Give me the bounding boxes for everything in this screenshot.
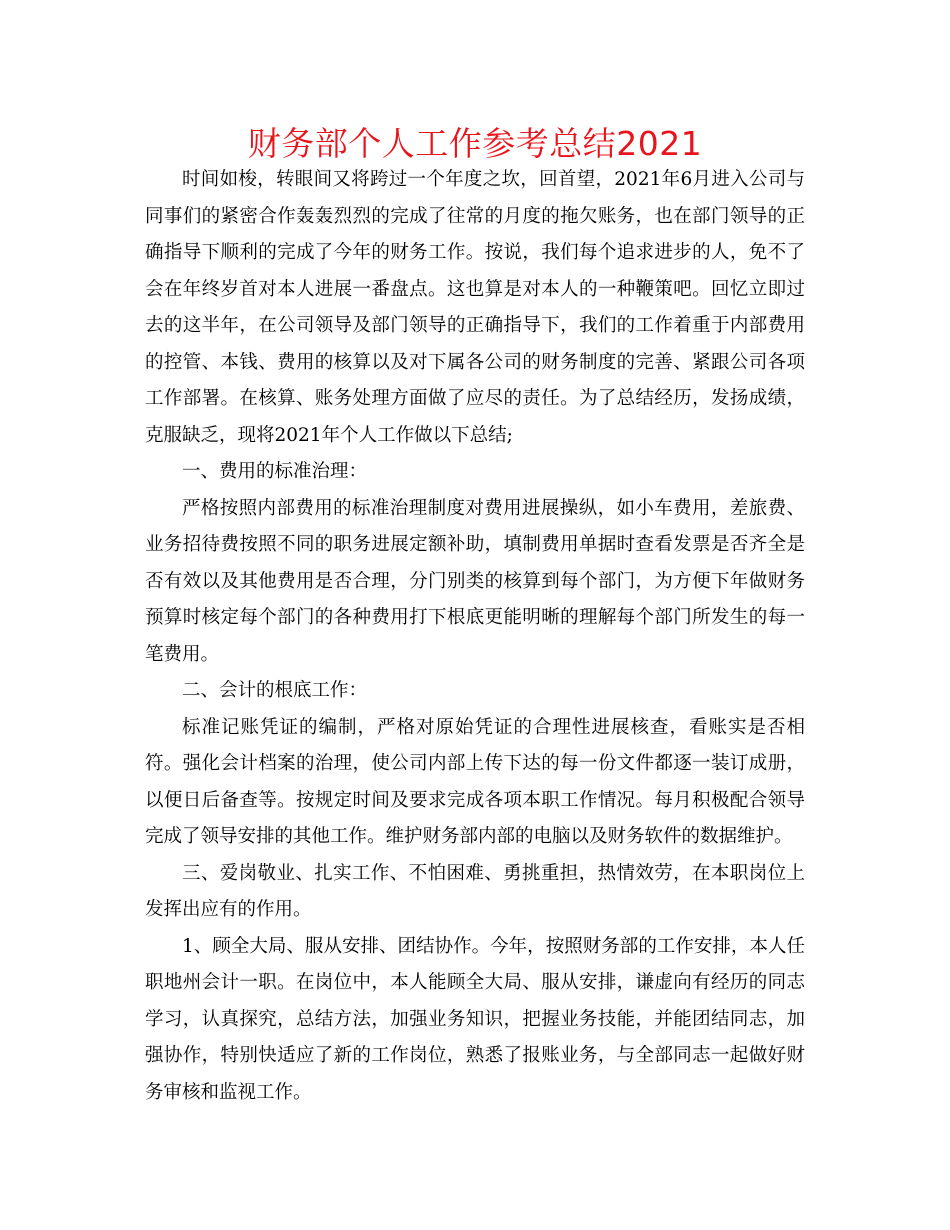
paragraph-accounting-basics: 标准记账凭证的编制，严格对原始凭证的合理性进展核查，看账实是否相符。强化会计档案的治理，使公司内部上传下达的每一份文件都逐一装订成册，以便日后备查等。按规定时间及要求完成各项本职工作情况。每月积极配合领导完成了领导安排的其他工作。维护财务部内部的电脑以及财务软件的数据维护。 xyxy=(145,716,805,847)
section-heading-accounting-basics: 二、会计的根底工作： xyxy=(182,680,368,701)
document-body xyxy=(145,162,805,1111)
document-title: 财务部个人工作参考总结2021 xyxy=(247,124,703,163)
paragraph-teamwork: 1、顾全大局、服从安排、团结协作。今年，按照财务部的工作安排，本人任职地州会计一职。在岗位中，本人能顾全大局、服从安排，谦虚向有经历的同志学习，认真探究，总结方法，加强业务知识，把握业务技能，并能团结同志，加强协作，特别快适应了新的工作岗位，熟悉了报账业务，与全部同志一起做好财务审核和监视工作。 xyxy=(145,935,805,1103)
section-heading-dedication: 三、爱岗敬业、扎实工作、不怕困难、勇挑重担，热情效劳，在本职岗位上发挥出应有的作用。 xyxy=(145,862,805,920)
paragraph-intro: 时间如梭，转眼间又将跨过一个年度之坎，回首望，2021年6月进入公司与同事们的紧密合作轰轰烈烈的完成了往常的月度的拖欠账务，也在部门领导的正确指导下顺利的完成了今年的财务工作。按说，我们每个追求进步的人，免不了会在年终岁首对本人进展一番盘点。这也算是对本人的一种鞭策吧。回忆立即过去的这半年，在公司领导及部门领导的正确指导下，我们的工作着重于内部费用的控管、本钱、费用的核算以及对下属各公司的财务制度的完善、紧跟公司各项工作部署。在核算、账务处理方面做了应尽的责任。为了总结经历，发扬成绩，克服缺乏，现将2021年个人工作做以下总结; xyxy=(145,169,805,446)
section-heading-expense-management: 一、费用的标准治理： xyxy=(182,461,368,482)
paragraph-expense-management: 严格按照内部费用的标准治理制度对费用进展操纵，如小车费用，差旅费、业务招待费按照不同的职务进展定额补助，填制费用单据时查看发票是否齐全是否有效以及其他费用是否合理，分门别类的核算到每个部门，为方便下年做财务预算时核定每个部门的各种费用打下根底更能明晰的理解每个部门所发生的每一笔费用。 xyxy=(145,497,805,665)
